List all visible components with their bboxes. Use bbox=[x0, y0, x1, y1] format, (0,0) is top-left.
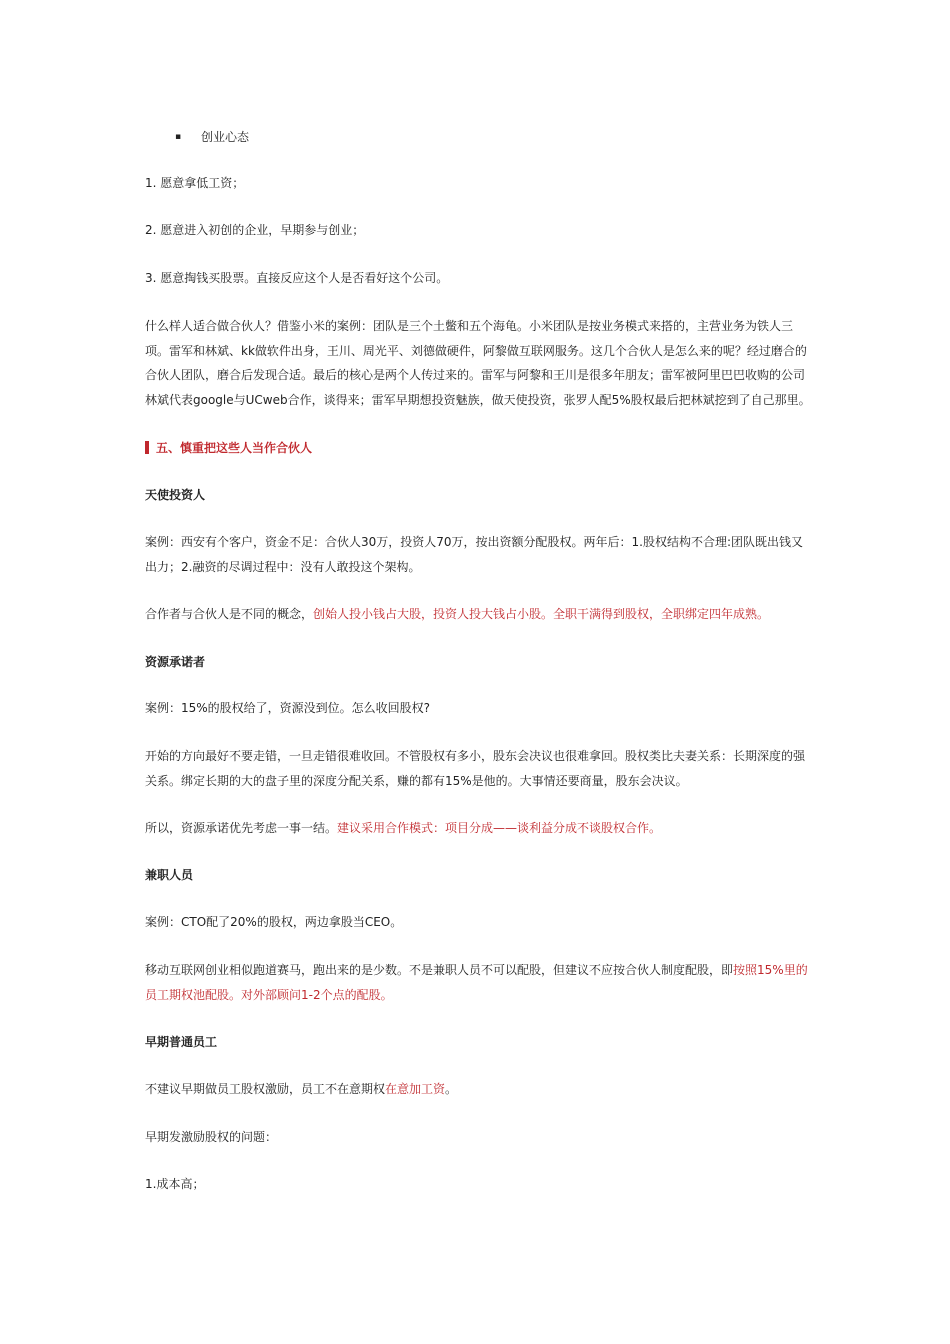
parttime-paragraph-plain: 移动互联网创业相似跑道赛马，跑出来的是少数。不是兼职人员不可以配股，但建议不应按合伙人制度配股，即 bbox=[145, 963, 734, 977]
resource-advice-plain: 所以，资源承诺优先考虑一事一结。 bbox=[145, 821, 338, 835]
resource-advice-highlight: 建议采用合作模式：项目分成——谈利益分成不谈股权合作。 bbox=[337, 821, 662, 835]
mindset-item-3: 3. 愿意掏钱买股票。直接反应这个人是否看好这个公司。 bbox=[145, 271, 449, 285]
bullet-square-icon: ▪ bbox=[175, 132, 182, 142]
heading-bar-icon bbox=[145, 441, 149, 454]
early-line-1 bbox=[145, 1077, 815, 1102]
angel-paragraph-highlight: 创始人投小钱占大股，投资人投大钱占小股。全职干满得到股权，全职绑定四年成熟。 bbox=[313, 607, 770, 621]
resource-title: 资源承诺者 bbox=[145, 655, 206, 669]
parttime-paragraph-highlight: 按照15%里的员工期权池配股。对外部顾问1-2个点的配股。 bbox=[145, 963, 808, 1002]
early-line-1-highlight: 在意加工资 bbox=[385, 1082, 446, 1096]
bullet-text: 创业心态 bbox=[201, 130, 250, 144]
section-heading-text: 五、慎重把这些人当作合伙人 bbox=[156, 441, 313, 455]
resource-case: 案例：15%的股权给了，资源没到位。怎么收回股权? bbox=[145, 701, 431, 715]
mindset-item-2: 2. 愿意进入初创的企业，早期参与创业； bbox=[145, 223, 365, 237]
angel-paragraph bbox=[145, 602, 815, 627]
resource-paragraph: 开始的方向最好不要走错，一旦走错很难收回。不管股权有多小，股东会决议也很难拿回。股权类比夫妻关系：长期深度的强关系。绑定长期的大的盘子里的深度分配关系，赚的都有15%是他的。大事情还要商量，股东会决议。 bbox=[145, 749, 806, 788]
parttime-case: 案例：CTO配了20%的股权，两边拿股当CEO。 bbox=[145, 915, 403, 929]
angel-case: 案例：西安有个客户，资金不足：合伙人30万，投资人70万，按出资额分配股权。两年后：1.股权结构不合理:团队既出钱又出力；2.融资的尽调过程中：没有人敢投这个架构。 bbox=[145, 535, 804, 574]
xiaomi-paragraph: 什么样人适合做合伙人？借鉴小米的案例：团队是三个土鳖和五个海龟。小米团队是按业务模式来搭的，主营业务为铁人三项。雷军和林斌、kk做软件出身，王川、周光平、刘德做硬件，阿黎做互联网服务。这几个合伙人是怎么来的呢？经过磨合的合伙人团队，磨合后发现合适。最后的核心是两个人传过来的。雷军与阿黎和王川是很多年朋友；雷军被阿里巴巴收购的公司林斌代表google与UCweb合作，谈得来；雷军早期想投资魅族，做天使投资，张罗人配5%股权最后把林斌挖到了自己那里。 bbox=[145, 319, 811, 407]
parttime-title: 兼职人员 bbox=[145, 868, 194, 882]
early-line-1-plain: 不建议早期做员工股权激励，员工不在意期权 bbox=[145, 1082, 386, 1096]
early-line-3: 1.成本高； bbox=[145, 1177, 205, 1191]
parttime-paragraph bbox=[145, 958, 815, 1007]
resource-advice bbox=[145, 816, 815, 841]
early-line-2: 早期发激励股权的问题： bbox=[145, 1130, 278, 1144]
mindset-item-1: 1. 愿意拿低工资； bbox=[145, 176, 245, 190]
angel-title: 天使投资人 bbox=[145, 488, 206, 502]
early-title: 早期普通员工 bbox=[145, 1035, 218, 1049]
angel-paragraph-plain: 合作者与合伙人是不同的概念， bbox=[145, 607, 314, 621]
early-line-1-end: 。 bbox=[445, 1082, 458, 1096]
section-heading bbox=[145, 436, 815, 461]
